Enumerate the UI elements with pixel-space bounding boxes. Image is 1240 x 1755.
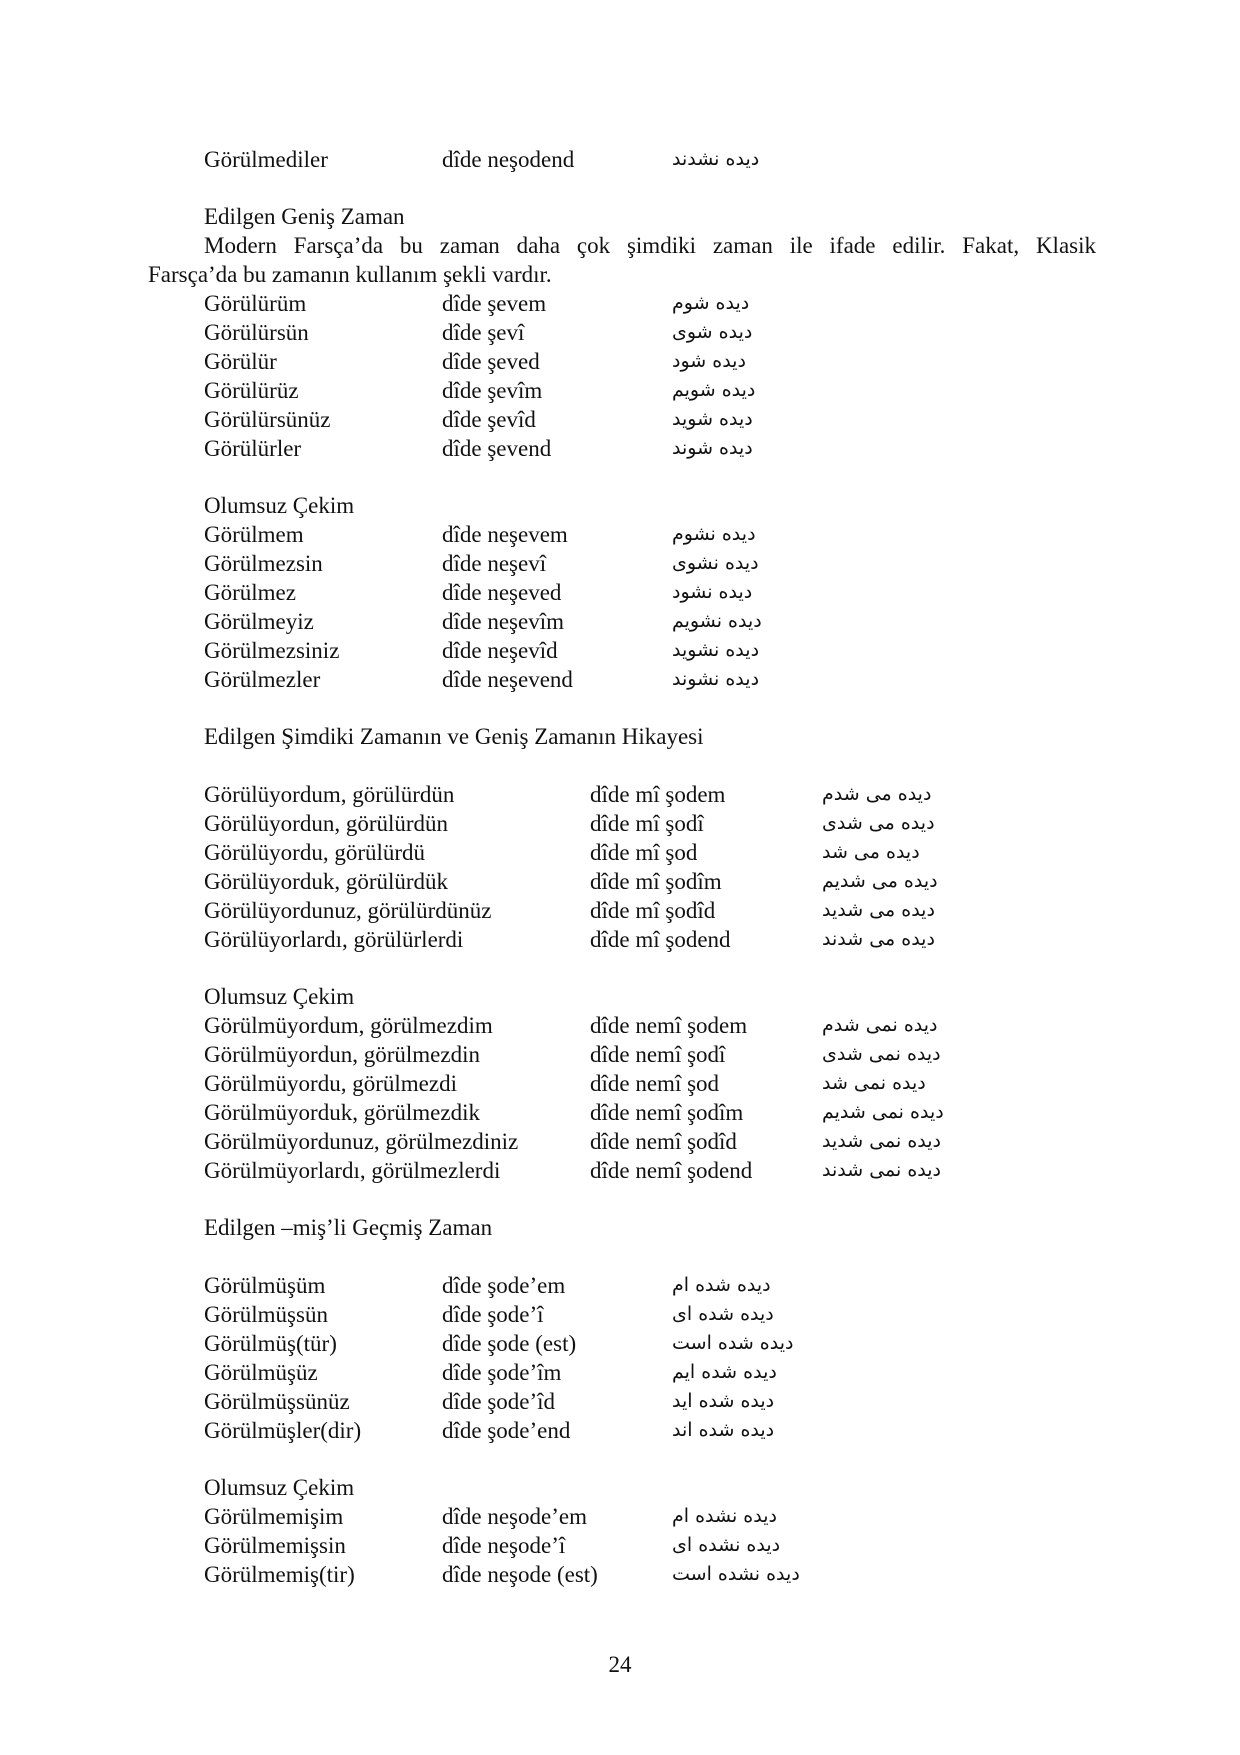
persian-form: دیده نمی شدید [822,1130,942,1152]
conjugation-row [0,1011,1240,1040]
persian-form: دیده شده ام [672,1274,771,1296]
conjugation-row [0,1300,1240,1329]
conjugation-row [0,578,1240,607]
conjugation-row [0,1098,1240,1127]
paragraph-line: Modern Farsça’da bu zaman daha çok şimdiki zaman ile ifade edilir. Fakat, Klasik [204,233,1096,258]
latin-transliteration: dîde neşode’î [442,1533,566,1558]
persian-form: دیده شوی [672,321,753,343]
persian-form: دیده نشوند [672,668,760,690]
turkish-form: Görülüyorlardı, görülürlerdi [204,927,464,952]
turkish-form: Görülüyordun, görülürdün [204,811,449,836]
latin-transliteration: dîde neşevend [442,667,573,692]
turkish-form: Görülmemişsin [204,1533,346,1558]
conjugation-row [0,1271,1240,1300]
latin-transliteration: dîde neşevem [442,522,568,547]
turkish-form: Görülmüşler(dir) [204,1418,362,1443]
turkish-form: Görülürsün [204,320,309,345]
latin-transliteration: dîde mî şodî [590,811,704,836]
persian-form: دیده نشوید [672,639,760,661]
persian-form: دیده نشده ای [672,1534,781,1556]
persian-form: دیده می شد [822,841,920,863]
latin-transliteration: dîde nemî şodî [590,1042,726,1067]
persian-form: دیده می شدم [822,783,932,805]
latin-transliteration: dîde nemî şod [590,1071,720,1096]
latin-transliteration: dîde şevend [442,436,552,461]
latin-transliteration: dîde nemî şodend [590,1158,753,1183]
turkish-form: Görülmeyiz [204,609,314,634]
turkish-form: Görülür [204,349,277,374]
conjugation-row [0,1502,1240,1531]
turkish-form: Görülmezler [204,667,321,692]
persian-form: دیده نشوم [672,523,756,545]
persian-form: دیده نمی شدند [822,1159,942,1181]
turkish-form: Görülmemişim [204,1504,344,1529]
conjugation-row [0,607,1240,636]
persian-form: دیده شده اید [672,1390,775,1412]
turkish-form: Görülmezsin [204,551,323,576]
persian-form: دیده نمی شدم [822,1014,938,1036]
turkish-form: Görülmüyorduk, görülmezdik [204,1100,480,1125]
latin-transliteration: dîde şode’îm [442,1360,562,1385]
latin-transliteration: dîde mî şodîd [590,898,716,923]
conjugation-row [0,434,1240,463]
turkish-form: Görülmemiş(tir) [204,1562,355,1587]
turkish-form: Görülmüşüz [204,1360,318,1385]
persian-form: دیده نشده است [672,1563,800,1585]
turkish-form: Görülmem [204,522,304,547]
persian-form: دیده می شدیم [822,870,938,892]
persian-form: دیده شده اند [672,1419,775,1441]
conjugation-row [0,1531,1240,1560]
latin-transliteration: dîde şode’end [442,1418,571,1443]
latin-transliteration: dîde neşode’em [442,1504,587,1529]
conjugation-row [0,1156,1240,1185]
conjugation-row [0,289,1240,318]
turkish-form: Görülürler [204,436,302,461]
conjugation-row [0,1358,1240,1387]
turkish-form: Görülürsünüz [204,407,331,432]
persian-form: دیده نشدند [672,148,760,170]
latin-transliteration: dîde mî şodîm [590,869,722,894]
conjugation-row [0,809,1240,838]
conjugation-row [0,896,1240,925]
latin-transliteration: dîde şevem [442,291,547,316]
turkish-form: Görülmüyorlardı, görülmezlerdi [204,1158,501,1183]
latin-transliteration: dîde mî şodem [590,782,726,807]
latin-transliteration: dîde şevî [442,320,525,345]
persian-form: دیده نشود [672,581,753,603]
latin-transliteration: dîde neşodend [442,147,575,172]
turkish-form: Görülmüşsün [204,1302,328,1327]
conjugation-row [0,1560,1240,1589]
turkish-form: Görülmediler [204,147,328,172]
turkish-form: Görülmüşüm [204,1273,326,1298]
conjugation-row [0,1040,1240,1069]
turkish-form: Görülmüş(tür) [204,1331,337,1356]
persian-form: دیده شده ایم [672,1361,777,1383]
latin-transliteration: dîde neşode (est) [442,1562,598,1587]
conjugation-row [0,1329,1240,1358]
turkish-form: Görülmüyordunuz, görülmezdiniz [204,1129,519,1154]
conjugation-row [0,867,1240,896]
conjugation-row [0,1069,1240,1098]
conjugation-row [0,549,1240,578]
conjugation-row [0,145,1240,174]
latin-transliteration: dîde nemî şodem [590,1013,748,1038]
persian-form: دیده نمی شدیم [822,1101,944,1123]
conjugation-row [0,1127,1240,1156]
section-heading: Edilgen Şimdiki Zamanın ve Geniş Zamanın Hikayesi [204,724,704,749]
conjugation-row [0,636,1240,665]
turkish-form: Görülüyordu, görülürdü [204,840,426,865]
intro-paragraph [148,231,1096,289]
persian-form: دیده شوم [672,292,750,314]
page-number: 24 [608,1652,632,1677]
latin-transliteration: dîde şode’em [442,1273,566,1298]
persian-form: دیده شود [672,350,746,372]
section-heading: Edilgen –miş’li Geçmiş Zaman [204,1215,493,1240]
turkish-form: Görülmüyordun, görülmezdin [204,1042,480,1067]
latin-transliteration: dîde neşevîm [442,609,564,634]
negative-heading: Olumsuz Çekim [204,493,355,518]
negative-heading: Olumsuz Çekim [204,984,355,1009]
latin-transliteration: dîde neşevî [442,551,547,576]
persian-form: دیده نمی شد [822,1072,926,1094]
turkish-form: Görülüyordum, görülürdün [204,782,455,807]
latin-transliteration: dîde şode’î [442,1302,544,1327]
conjugation-row [0,925,1240,954]
conjugation-row [0,838,1240,867]
persian-form: دیده نمی شدی [822,1043,941,1065]
conjugation-row [0,347,1240,376]
persian-form: دیده می شدند [822,928,935,950]
persian-form: دیده نشده ام [672,1505,777,1527]
conjugation-row [0,1387,1240,1416]
persian-form: دیده شده است [672,1332,794,1354]
paragraph-line: Farsça’da bu zamanın kullanım şekli vardır. [148,262,552,287]
turkish-form: Görülmüyordum, görülmezdim [204,1013,493,1038]
turkish-form: Görülüyordunuz, görülürdünüz [204,898,492,923]
persian-form: دیده شوند [672,437,753,459]
conjugation-row [0,780,1240,809]
latin-transliteration: dîde şode (est) [442,1331,577,1356]
latin-transliteration: dîde neşeved [442,580,562,605]
conjugation-row [0,318,1240,347]
latin-transliteration: dîde şevîd [442,407,536,432]
negative-heading: Olumsuz Çekim [204,1475,355,1500]
conjugation-row [0,376,1240,405]
conjugation-row [0,405,1240,434]
latin-transliteration: dîde mî şodend [590,927,731,952]
persian-form: دیده می شدید [822,899,935,921]
turkish-form: Görülmez [204,580,296,605]
latin-transliteration: dîde nemî şodîd [590,1129,737,1154]
section-heading: Edilgen Geniş Zaman [204,204,405,229]
persian-form: دیده نشویم [672,610,762,632]
latin-transliteration: dîde şode’îd [442,1389,556,1414]
conjugation-row [0,520,1240,549]
turkish-form: Görülmüşsünüz [204,1389,350,1414]
conjugation-row [0,665,1240,694]
turkish-form: Görülmüyordu, görülmezdi [204,1071,457,1096]
latin-transliteration: dîde nemî şodîm [590,1100,744,1125]
turkish-form: Görülürüm [204,291,307,316]
turkish-form: Görülürüz [204,378,299,403]
conjugation-row [0,1416,1240,1445]
latin-transliteration: dîde şevîm [442,378,543,403]
persian-form: دیده شویم [672,379,756,401]
turkish-form: Görülmezsiniz [204,638,340,663]
persian-form: دیده شوید [672,408,753,430]
turkish-form: Görülüyorduk, görülürdük [204,869,449,894]
latin-transliteration: dîde neşevîd [442,638,558,663]
persian-form: دیده شده ای [672,1303,774,1325]
latin-transliteration: dîde mî şod [590,840,698,865]
latin-transliteration: dîde şeved [442,349,540,374]
persian-form: دیده نشوی [672,552,759,574]
persian-form: دیده می شدی [822,812,935,834]
